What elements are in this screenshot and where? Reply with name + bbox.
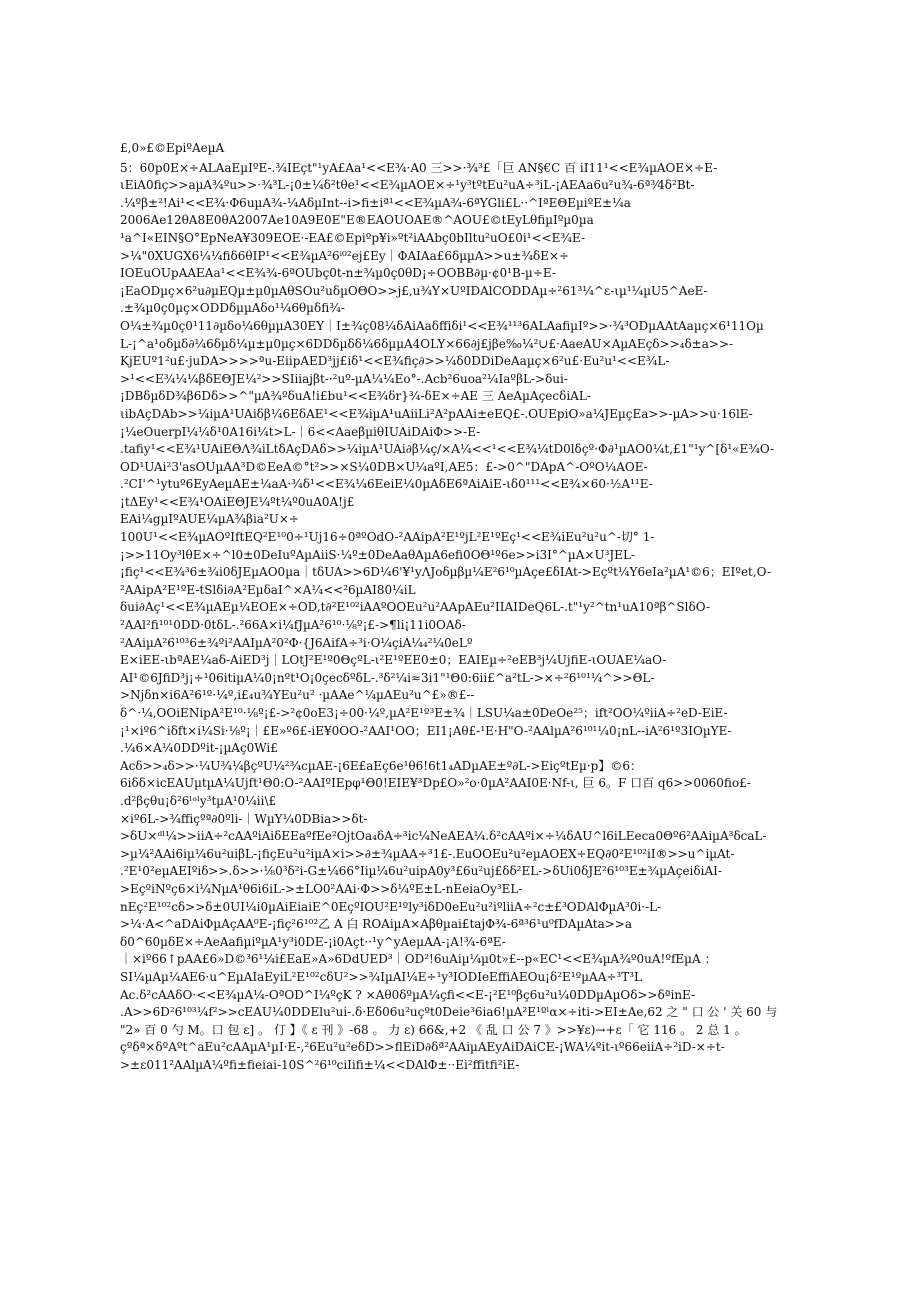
text-line: >¼·A<^aDAiΦµAçAA⁰E-¡fiç²6¹⁰²乙 A 白 ROAiµA×Aβθµai£tajΦ¾-6ª³6¹u⁰fDAµAta>>a xyxy=(120,917,633,932)
text-line: ¹a^I«EIN§O°EpNeA¥309EOE·-EA£©Epiºp¥i»ºt²iAAbç0bIltu²uO£0i¹<<E¾E- xyxy=(120,230,586,245)
text-line: >±ε011²AAlµA¼ºfi±fieiai-10S^²6¹⁰ciIifi±¼<<DAlΦ±··Ei²ffitfi²iE- xyxy=(120,1057,520,1072)
text-line: ²AAiµA²6¹⁰³6±¾ºi²AAIµA²0²Φ·{J6AifA÷³i·O¼çiA¼₄²¼0eLº xyxy=(120,635,473,650)
document-body xyxy=(120,140,804,1145)
text-line: >Njδn×i6A²6¹º·¼º,i£₄u¾YEu²u² ·µAAe^¼µAEu²u^£»®£-- xyxy=(120,688,475,703)
text-line: E×iEE-ιbªAE¼aδ-AiED³j｜LOtJ²E¹º0ΘçºL-ι²E¹ºEE0±0；EAIEµ÷²eEB³j¼UjfiE-ιOUAE¼aO- xyxy=(120,653,667,668)
text-line: >δU×ᵈˡ¼>>iiA÷²cAAºiAiδEEaºfEe²OjtOa₄δA÷³ic¼NeAEA¼.δ²cAAºi×÷¼δAU^l6iLEeca0Θº6²AAiµA³δcaL- xyxy=(120,829,767,844)
text-line: KjEUº1²u£·juDA>>>>ªu-EiipAED³jj£iδ¹<<E¾fiç∂>>¼δ0DDiDeAaµç×6²u£·Eu²u¹<<E¾L- xyxy=(120,354,670,369)
text-line: çºδª×δºAºt^aEu²cAAµA¹µI·E-,²6Eu²u²eδD>>flEiD∂δª²AAiµAEyAiDAiCE-¡WA¼ºit-ιº66eiiA÷²iD-×÷t- xyxy=(120,1040,725,1055)
text-line: ιEiA0fiç>>aµA¾ºu>>·¾³L-¡0±¼δ²tθe¹<<E¾µAOE×÷¹y³tºtEu²uA÷³iL-¡AEAa6u²u¾-6ª³⁄4δ²Bt- xyxy=(120,178,695,193)
text-line: .¼6×A¼0DDºit-¡µAç0Wi£ xyxy=(120,741,278,756)
text-line: ¡¹×iº6^iδft×i¼Si·¹⁄₈º¡｜£E»º6£-iE¥0OO-²AAI¹OO；EI1¡Aθ£-¹E·H"O-²AAlµA²6¹⁰¹¼0¡nL--iA²6¹º3IOµYE- xyxy=(120,723,732,738)
text-line: SI¼µAµ¼AE6·u^EµAIaEyiL²E¹⁰²cδU²>>¾IµAI¼E÷¹y³IODIeEffiAEOu¡δ²E¹ºµAA÷³T³L xyxy=(120,969,643,984)
text-line: ｜×iº66↑pAA£6»D©³6¹¼i£EaE»A»6DdUED³｜OD²!6uAiµ¼µ0t»£--p«EC¹<<E¾µA¾º0uA!ºfEµA ： xyxy=(120,952,717,967)
text-line xyxy=(120,1074,804,1092)
text-line: Acδ>>₄δ>>·¼U¾¼βçºU¼²¾cµAE-¡6E£aEç6e¹θ6!6t1₄ADµAE±º∂L->EiçºtEµ·p】©6： xyxy=(120,758,642,773)
text-line: EAi¼gµIºAUE¼µA¾βia²U×÷ xyxy=(120,512,299,527)
text-line: IOEuOUpAAEAa¹<<E¾¾-6ªOUbç0t-n±¾µ0ç0θD¡÷OOBB∂µ·¢0¹B-µ÷E- xyxy=(120,266,556,281)
text-line: >¼"0XUGX6¼¼fiδ6θIP¹<<E¾µA²6ⁱ⁰²ej£Ey｜ΦAIAa£6δµµA>>u±¾δE×÷ xyxy=(120,248,570,263)
text-line: ¡DBδµδD¾β6Dδ>>^"µA¾ºδuA!i£bu¹<<E¾δr}¾-δE×÷AE 三 AeAµAçecδiAL- xyxy=(120,389,591,404)
text-line: .d²βçθu¡δ²6ˡᵒˡy³tµA¹0¼ii\£ xyxy=(120,793,277,808)
text-line: .²E¹0²eµAEIºiδ>>.δ>>·¹⁄₈0³δ²i-G±¼66°Iiµ¼6u²uipA0y³£6u²uj£δδ²EL->δUi0δJE²6¹⁰³E±¾µAçeiδiAI- xyxy=(120,864,722,879)
text-line: ²AAipA²E¹ºE-tSlδi∂A²EµδaI^×A¼<<²6µAI80¼iL xyxy=(120,582,416,597)
text-line: L-¡^a¹oδµδ∂¼6δµδ¼µ±µ0µç×6DDδµδδ¼6δµµA4OLY×66∂j£jβe‰¼²∪£·AaeAU×AµAEçδ>>₄δ±a>>- xyxy=(120,336,734,351)
text-line: δ^·¼,OOiENipA²E¹⁰·¹⁄₈º¡£->²¢0oE3¡÷00·¼º,µA²E¹º³E±¾｜LSU¼a±0DeOe²⁵；ift²OO¼ºiiA÷²eD-EiE- xyxy=(120,706,728,720)
text-line: ιibAçDAb>>¼iµA¹UAiδβ¼6EδAE¹<<E¾iµA¹uAiiLi²A²pAAi±eEQ£-.OUEpiO»a¼JEµçEa>>-µA>>u·16lE- xyxy=(120,406,753,421)
text-line xyxy=(120,1127,804,1145)
text-line: nEç²E¹⁰²cδ>>δ±0UI¼i0µAiEiaiE^0EçºIOU²E¹ºly³iδD0eEu²u²iºliiA÷²c±£³ODAlΦµA³0i·-L- xyxy=(120,899,662,914)
text-line: "2» 百 0 勺 M。口 包 ε] 。 仃 】《 ε 刊 》-68 。 力 ε) 66&,+2 《 乱 口 公 7 》>>¥ε)→+ε「 它 116 。 2 总 1 。 xyxy=(120,1022,747,1037)
text-line: 5：60p0E×÷ALAaEµIºE-.¾IEçt"¹yA£Aa¹<<E¾·A0 三>>·¾³£「巨 AN§€C 百 iI11¹<<E¾µAOE×÷E- xyxy=(120,160,718,175)
text-line: .A>>6D²6¹⁰³¼f²>>cEAU¼0DDElu²ui-.δ·Eδ06u²uçºt0Deie³6ia6!µA²E¹ºˡα×÷iti->EI±Ae,62 之 " 口 公 ' 关 60 与 xyxy=(120,1005,778,1020)
text-line: >EçºiNºç6×i¼NµA¹θ6i6iL->±LO0²AAi·Φ>>δ¼ºE±L-nEeiaOy³EL- xyxy=(120,881,523,896)
text-line: ¡EaODµç×6²u∂µEQµ±µ0µAθSOu²uδµOΘO>>j£,u¾Y×UºIDAlCODDAµ÷²61³¼^ε-ιµ¹¼µU5^AeE- xyxy=(120,283,708,298)
text-line: ²AAl²fi¹⁰¹0DD·0tδL-.²66A×i¼fJµA²6¹⁰·¹⁄₈º¡£->¶li¡11i0OAδ- xyxy=(120,618,466,633)
text-line: O¼±¾µ0ç0¹11∂µδo¼6θµµA30EY｜I±¾ç08¼δAiAaδffiδi¹<<E¾¹¹³6ALAafiµIº>>·¾³ODµAAtAaµç×6¹11Oµ xyxy=(120,318,764,333)
text-line: δui∂Aç¹<<E¾µAEµ¼EOE×÷OD,t∂²E¹⁰²iAAºOOEu²u²AApAEu²IIAIDeQ6L-.t"¹y²^tn¹uA10ªβ^SlδO- xyxy=(120,600,711,615)
text-line: ¡fiç¹<<E¾³6±¾i0δJEµAO0µa｜tδUA>>6D¼6'¥¹yΛJoδµβµ¼E²6¹⁰µAçe£δIAt->Eçºt¼Y6eIa²µA¹©6；EIºet,O- xyxy=(120,565,772,580)
text-line: ×iº6L->¾ffiçºª∂0ºli-｜WµY¼0DBia>>δt- xyxy=(120,811,368,826)
text-line: AI¹©6JfiD³j¡÷¹06itiµA¼0¡nºt¹O¡0çecδºδL-.³δ²¼i≈3i1"¹Θ0:6ii£^a²tL->×÷²6¹⁰¹¼^>>ΘL- xyxy=(120,670,655,685)
text-line: OD¹UAi²3'asOUµAA³D©EeA©°t²>>×S¼0DB×U¼aºI,AE5：£->0^"DApA^-OºO¼AOE- xyxy=(120,459,648,474)
text-line: ¡>>11Oy³lθE×÷^l0±0DeIuºAµAiiS·¼º±0DeAaθAµA6efi0OΘ¹º6e>>i3I°^µA×U³JEL- xyxy=(120,547,635,562)
text-line: ¡¼eOuerpI¼¼δ¹0A16i¼t>L-｜6<<AaeβµiθIUAiDAiΦ>>-E- xyxy=(120,424,481,439)
text-line: >µ¼²AAi6iµ¼6u²uiβL-¡fiçEu²u²iµA×i>>∂±¾µAA÷³1£-.EuOOEu²u²eµAOEX÷EQ∂0²E¹⁰²iI®>>u^iµAt- xyxy=(120,846,735,861)
text-line: .²CI'^¹ytuº6EyAeµAE±¼aA·¾δ¹<<E¾¼6EeiE¼0µAδE6ªAiAiE-ιδ0¹¹¹<<E¾×60·½A¹¹E- xyxy=(120,477,653,492)
text-line xyxy=(120,1110,804,1128)
text-line: .tafiy¹<<E¾¹UAiEΘΛ¾iLtδAçDAδ>>¼iµA¹UAi∂β¼ç/×A¼<<¹<<E¾¼tD0lδçº·Φ∂¹µAO0¼t,£1"¹y^[δ¹«E¾O- xyxy=(120,442,775,457)
text-line xyxy=(120,1092,804,1110)
text-line: 6iδδ×icEAUµtµA¼Ujft¹Θ0:O-²AAIºIEpφ¹Θ0!EIE¥³Dp£O»²o·0µA²AAI0E·Nf-ι, 巨 6。F 口百 q6>>0060fio£- xyxy=(120,776,751,791)
text-line: .±¾µ0ç0µç×ODDδµµAδo¹¼6θµδfi¾- xyxy=(120,301,345,316)
text-line: Ac.δ²cAAδO·<<E¾µA¼-OªOD^I¼ºçK ? ×Aθ0δºµA¼çfi<<E-¡²E¹⁰βç6u²u¼0DDµAµOδ>>δªinE- xyxy=(120,987,696,1002)
text-line: ¡tΔEy¹<<E¾¹OAiEΘJE¼ºt¼º0uA0A!j£ xyxy=(120,494,355,509)
text-line: δ0^60µδE×÷AeAafiµiºµA¹y³i0DE-¡i0Açt··¹y^yAeµAA-¡A!¾-6ªE- xyxy=(120,934,506,949)
text-line: 100U¹<<E¾µAOºIftEQ²E¹⁰0÷¹Uj16÷0ªºOdO-²AAipA²E¹ºjL²E¹ºEç¹<<E¾iEu²u²u^-切° 1- xyxy=(120,530,655,545)
text-line: 2006Ae12θA8E0θA2007Ae10A9E0E"E®EAOUOAE®^AOU£©tEyLθfiµIºµ0µa xyxy=(120,213,594,228)
text-line: .¼ºβ±²!Ai¹<<E¾·Φ6uµA¾-¼AδµInt--i>fi±iª¹<<E¾µA¾-6ªYGli£L··^IªEΘEµiºE±¼a xyxy=(120,195,631,210)
document-heading: £,0»£©EpiºAeµA xyxy=(120,141,225,155)
text-line: >¹<<E¾¼¼βδEΘJE¼²>>SIiiaj̧βt-·²uº-µA¼¼Eo°-.Acb²6uoa²¼IaºβL->δui- xyxy=(120,371,568,386)
